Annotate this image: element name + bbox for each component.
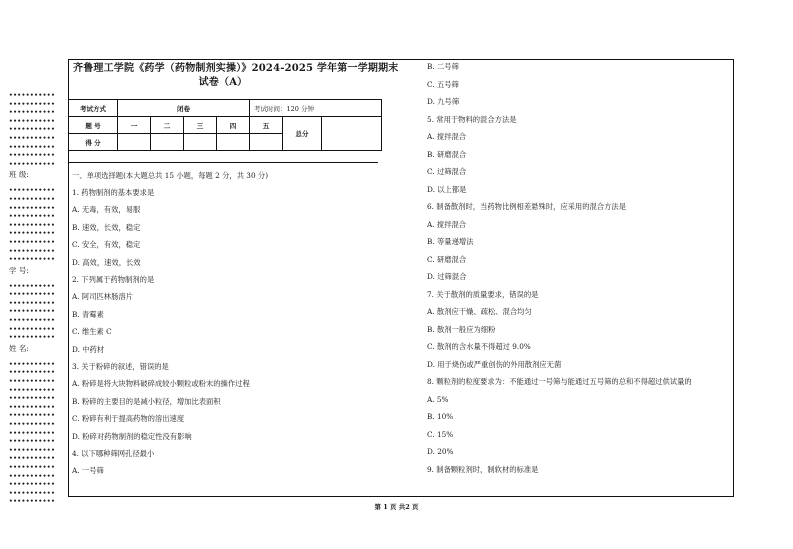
binding-dots: ••••••••••• [9, 412, 56, 420]
binding-dots: ••••••••••• [9, 221, 56, 229]
answer-option: B. 散剂一般应为细粉 [427, 324, 496, 334]
binding-dots: ••••••••••• [9, 187, 56, 195]
binding-dots: ••••••••••• [9, 446, 56, 454]
binding-dots: ••••••••••• [9, 463, 56, 471]
answer-option: A. 搅拌混合 [427, 219, 467, 229]
question-stem: 2. 下列属于药物制剂的是 [72, 275, 155, 284]
total-score-cell [322, 117, 382, 151]
answer-option: C. 粉碎有利于提高药物的溶出速度 [72, 414, 185, 424]
answer-option: B. 等量递增法 [427, 237, 474, 246]
answer-option: A. 阿司匹林肠溶片 [72, 292, 133, 302]
answer-option: D. 粉碎对药物制剂的稳定性没有影响 [72, 431, 192, 441]
exam-page-frame [68, 59, 734, 497]
answer-option: A. 5% [427, 394, 449, 404]
class-label: 班 级: [9, 170, 29, 180]
answer-option: A. 搅拌混合 [427, 132, 467, 141]
binding-dots: ••••••••••• [9, 334, 56, 342]
binding-dots: ••••••••••• [9, 395, 56, 403]
section-heading: 一、单项选择题(本大题总共 15 小题，每题 2 分，共 30 分) [72, 171, 269, 180]
exam-mode-label: 考试方式 [69, 100, 118, 117]
answer-option: C. 散剂的含水量不得超过 9.0% [427, 342, 531, 351]
score-cell [250, 134, 283, 151]
question-stem: 4. 以下哪种筛网孔径最小 [72, 449, 155, 458]
binding-dots: ••••••••••• [9, 325, 56, 333]
answer-option: D. 以上都是 [427, 184, 467, 194]
section-header: 一 [118, 117, 151, 134]
binding-dots: ••••••••••• [9, 429, 56, 437]
binding-dots: ••••••••••• [9, 230, 56, 238]
exam-title [73, 62, 399, 90]
answer-option: C. 15% [427, 429, 454, 439]
binding-dots: ••••••••••• [9, 360, 56, 368]
binding-dots: ••••••••••• [9, 438, 56, 446]
binding-dots: ••••••••••• [9, 317, 56, 325]
binding-dots: ••••••••••• [9, 100, 56, 108]
answer-option: B. 二号筛 [427, 62, 459, 71]
exam-time: 考试时间：120 分钟 [250, 100, 382, 117]
title-line-2: 试卷（A） [198, 77, 248, 88]
binding-dots-group [9, 283, 59, 343]
binding-dots: ••••••••••• [9, 195, 56, 203]
binding-dots: ••••••••••• [9, 256, 56, 264]
binding-dots: ••••••••••• [9, 421, 56, 428]
question-stem: 3. 关于粉碎的叙述，错误的是 [72, 362, 169, 371]
answer-option: D. 过筛混合 [427, 272, 467, 281]
binding-dots: ••••••••••• [9, 117, 56, 125]
binding-dots: ••••••••••• [9, 247, 56, 255]
binding-dots: ••••••••••• [9, 455, 56, 463]
name-label: 姓 名: [9, 343, 29, 353]
binding-margin [9, 92, 59, 507]
question-stem: 6. 制备散剂时，当药物比例相差悬殊时，应采用的混合方法是 [427, 202, 626, 211]
section-header: 二 [151, 117, 184, 134]
binding-dots: ••••••••••• [9, 291, 56, 299]
answer-option: D. 高效，速效，长效 [72, 257, 141, 267]
binding-dots: ••••••••••• [9, 498, 56, 506]
answer-option: B. 10% [427, 412, 454, 421]
exam-mode-value: 闭卷 [118, 100, 250, 117]
score-cell [118, 134, 151, 151]
answer-option: C. 安全，有效，稳定 [72, 240, 141, 250]
binding-dots: ••••••••••• [9, 92, 56, 99]
score-cell [184, 134, 217, 151]
left-column [69, 60, 399, 496]
question-stem: 5. 常用于物料的混合方法是 [427, 114, 517, 124]
binding-dots: ••••••••••• [9, 369, 56, 377]
answer-option: D. 九号筛 [427, 97, 460, 106]
answer-option: D. 20% [427, 447, 454, 456]
score-cell [217, 134, 250, 151]
student-id-label: 学 号: [9, 265, 29, 275]
answer-option: C. 研磨混合 [427, 254, 467, 264]
answer-option: C. 维生素 C [72, 327, 112, 337]
binding-dots: ••••••••••• [9, 282, 56, 290]
total-score-label: 总分 [283, 117, 322, 151]
title-line-1: 齐鲁理工学院《药学（药物制剂实操）》2024-2025 学年第一学期期末 [73, 63, 399, 74]
binding-dots: ••••••••••• [9, 204, 56, 212]
binding-dots: ••••••••••• [9, 160, 56, 168]
binding-dots: ••••••••••• [9, 213, 56, 221]
binding-dots-group [9, 361, 59, 507]
binding-dots-group [9, 92, 59, 169]
binding-dots: ••••••••••• [9, 386, 56, 394]
page-number: 第 1 页 共2 页 [374, 503, 419, 511]
binding-dots: ••••••••••• [9, 109, 56, 117]
answer-option: A. 无毒，有效，易服 [72, 205, 141, 215]
answer-option: B. 研磨混合 [427, 149, 467, 159]
answer-option: A. 粉碎是将大块物料破碎成较小颗粒或粉末的操作过程 [72, 379, 250, 389]
binding-dots: ••••••••••• [9, 143, 56, 151]
answer-option: C. 过筛混合 [427, 167, 467, 176]
question-stem: 1. 药物制剂的基本要求是 [72, 188, 155, 197]
binding-dots: ••••••••••• [9, 403, 56, 411]
header-divider [68, 162, 378, 163]
answer-option: A. 散剂应干燥、疏松、混合均匀 [427, 307, 532, 316]
binding-dots: ••••••••••• [9, 378, 56, 386]
score-label: 得 分 [69, 134, 118, 151]
question-stem: 9. 制备颗粒剂时，制软材的标准是 [427, 464, 539, 474]
question-stem: 8. 颗粒剂的粒度要求为：不能通过一号筛与能通过五号筛的总和不得超过供试量的 [427, 377, 692, 386]
question-stem: 7. 关于散剂的质量要求，错误的是 [427, 289, 539, 299]
exam-info-table [68, 99, 382, 151]
answer-option: B. 粉碎的主要目的是减小粒径，增加比表面积 [72, 396, 221, 406]
answer-option: D. 用于烧伤或严重创伤的外用散剂应无菌 [427, 359, 562, 369]
answer-option: B. 青霉素 [72, 309, 104, 319]
binding-dots: ••••••••••• [9, 299, 56, 307]
binding-dots: ••••••••••• [9, 308, 56, 316]
section-header: 三 [184, 117, 217, 134]
answer-option: A. 一号筛 [72, 466, 104, 476]
score-cell [151, 134, 184, 151]
question-number-label: 题 号 [69, 117, 118, 134]
answer-option: B. 速效，长效，稳定 [72, 222, 141, 232]
binding-dots-group [9, 187, 59, 264]
section-header: 四 [217, 117, 250, 134]
right-column [427, 60, 732, 496]
answer-option: C. 五号筛 [427, 79, 459, 89]
binding-dots: ••••••••••• [9, 481, 56, 489]
binding-dots: ••••••••••• [9, 126, 56, 134]
section-header: 五 [250, 117, 283, 134]
binding-dots: ••••••••••• [9, 152, 56, 160]
binding-dots: ••••••••••• [9, 238, 56, 246]
binding-dots: ••••••••••• [9, 489, 56, 497]
binding-dots: ••••••••••• [9, 472, 56, 480]
answer-option: D. 中药材 [72, 344, 105, 354]
binding-dots: ••••••••••• [9, 134, 56, 142]
